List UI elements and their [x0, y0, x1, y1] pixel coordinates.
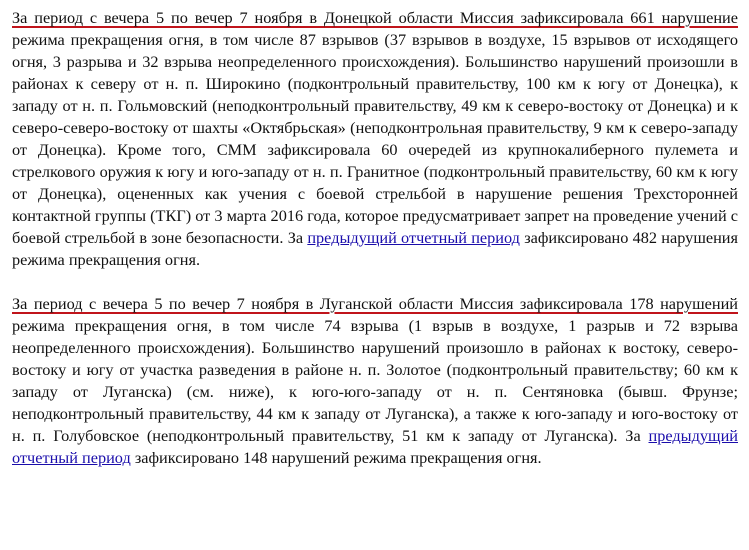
- luhansk-summary-underlined: За период с вечера 5 по вечер 7 ноября в Луганской области Миссия зафиксировала 178 нарушений: [12, 294, 738, 313]
- donetsk-previous-period-link[interactable]: предыдущий отчетный период: [307, 228, 520, 247]
- donetsk-paragraph-tail: зафиксировано 482 нарушения режима прекращения огня.: [12, 228, 738, 269]
- luhansk-paragraph-tail: зафиксировано 148 нарушений режима прекращения огня.: [130, 448, 542, 467]
- donetsk-summary-underlined: За период с вечера 5 по вечер 7 ноября в Донецкой области Миссия зафиксировала 661 нарушение: [12, 8, 738, 27]
- luhansk-previous-period-link[interactable]: предыдущий отчетный период: [12, 426, 738, 467]
- donetsk-paragraph: [12, 7, 738, 271]
- donetsk-paragraph-body: режима прекращения огня, в том числе 87 взрывов (37 взрывов в воздухе, 15 взрывов от исходящего огня, 3 разрыва и 32 взрыва неопределенного происхождения). Большинство нарушений произошли в районах к северу от н. п. Широкино (подконтрольный правительству, 100 км к югу от Донецка), к западу от н. п. Гольмовский (неподконтрольный правительству, 49 км к северо-востоку от Донецка) и к северо-северо-востоку от шахты «Октябрьская» (неподконтрольная правительству, 9 км к северо-западу от Донецка). Кроме того, СММ зафиксировала 60 очередей из крупнокалиберного пулемета и стрелкового оружия к югу и юго-западу от н. п. Гранитное (подконтрольный правительству, 60 км к югу от Донецка), оцененных как учения с боевой стрельбой в нарушение решения Трехсторонней контактной группы (ТКГ) от 3 марта 2016 года, которое предусматривает запрет на проведение учений с боевой стрельбой в зоне безопасности. За: [12, 30, 738, 247]
- document-body: [12, 7, 738, 469]
- luhansk-paragraph: [12, 293, 738, 469]
- luhansk-paragraph-body: режима прекращения огня, в том числе 74 взрыва (1 взрыв в воздухе, 1 разрыв и 72 взрыва неопределенного происхождения). Большинство нарушений произошло в районах к востоку, северо-востоку и югу от участка разведения в районе н. п. Золотое (подконтрольный правительству; 60 км к западу от Луганска) (см. ниже), к юго-юго-западу от н. п. Сентяновка (бывш. Фрунзе; неподконтрольный правительству, 44 км к западу от Луганска), а также к юго-западу и юго-востоку от н. п. Голубовское (неподконтрольный правительству, 51 км к западу от Луганска). За: [12, 316, 738, 445]
